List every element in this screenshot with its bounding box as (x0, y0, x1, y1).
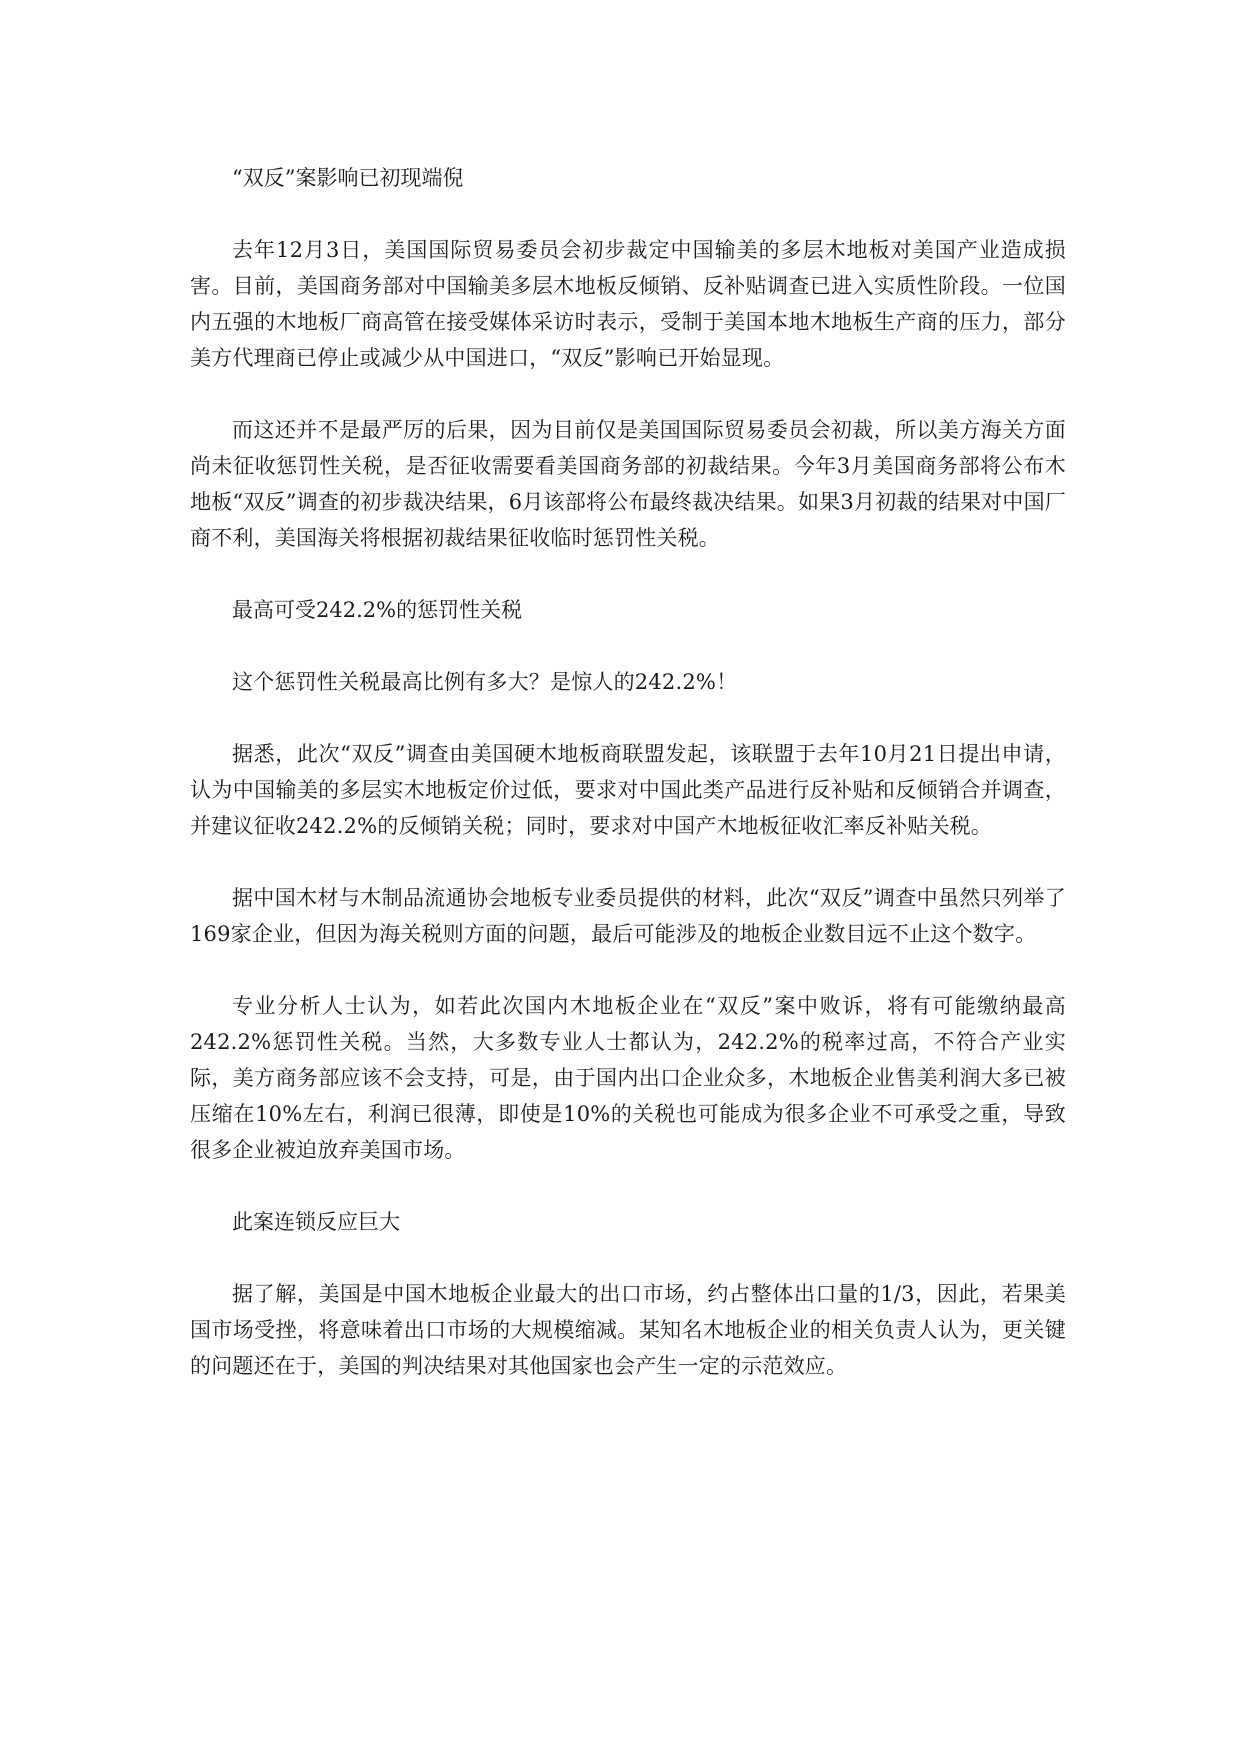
section-heading: “双反”案影响已初现端倪 (232, 166, 464, 190)
section-heading: 此案连锁反应巨大 (232, 1210, 400, 1234)
paragraph: 这个惩罚性关税最高比例有多大？是惊人的242.2%！ (232, 670, 738, 694)
paragraph: 据悉，此次“双反”调查由美国硬木地板商联盟发起，该联盟于去年10月21日提出申请，认为中国输美的多层实木地板定价过低，要求对中国此类产品进行反补贴和反倾销合并调查，并建议征收242.2%的反倾销关税；同时，要求对中国产木地板征收汇率反补贴关税。 (190, 742, 1066, 838)
paragraph: 据中国木材与木制品流通协会地板专业委员提供的材料，此次“双反”调查中虽然只列举了169家企业，但因为海关税则方面的问题，最后可能涉及的地板企业数目远不止这个数字。 (190, 886, 1066, 946)
paragraph: 而这还并不是最严厉的后果，因为目前仅是美国国际贸易委员会初裁，所以美方海关方面尚未征收惩罚性关税，是否征收需要看美国商务部的初裁结果。今年3月美国商务部将公布木地板“双反”调查的初步裁决结果，6月该部将公布最终裁决结果。如果3月初裁的结果对中国厂商不利，美国海关将根据初裁结果征收临时惩罚性关税。 (190, 418, 1066, 550)
paragraph: 去年12月3日，美国国际贸易委员会初步裁定中国输美的多层木地板对美国产业造成损害。目前，美国商务部对中国输美多层木地板反倾销、反补贴调查已进入实质性阶段。一位国内五强的木地板厂商高管在接受媒体采访时表示，受制于美国本地木地板生产商的压力，部分美方代理商已停止或减少从中国进口，“双反”影响已开始显现。 (190, 238, 1066, 370)
paragraph: 据了解，美国是中国木地板企业最大的出口市场，约占整体出口量的1/3，因此，若果美国市场受挫，将意味着出口市场的大规模缩减。某知名木地板企业的相关负责人认为，更关键的问题还在于，美国的判决结果对其他国家也会产生一定的示范效应。 (190, 1282, 1066, 1378)
paragraph: 专业分析人士认为，如若此次国内木地板企业在“双反”案中败诉，将有可能缴纳最高242.2%惩罚性关税。当然，大多数专业人士都认为，242.2%的税率过高，不符合产业实际，美方商务部应该不会支持，可是，由于国内出口企业众多，木地板企业售美利润大多已被压缩在10%左右，利润已很薄，即使是10%的关税也可能成为很多企业不可承受之重，导致很多企业被迫放弃美国市场。 (190, 994, 1066, 1162)
article-body (190, 160, 1066, 1384)
section-heading: 最高可受242.2%的惩罚性关税 (232, 598, 523, 622)
